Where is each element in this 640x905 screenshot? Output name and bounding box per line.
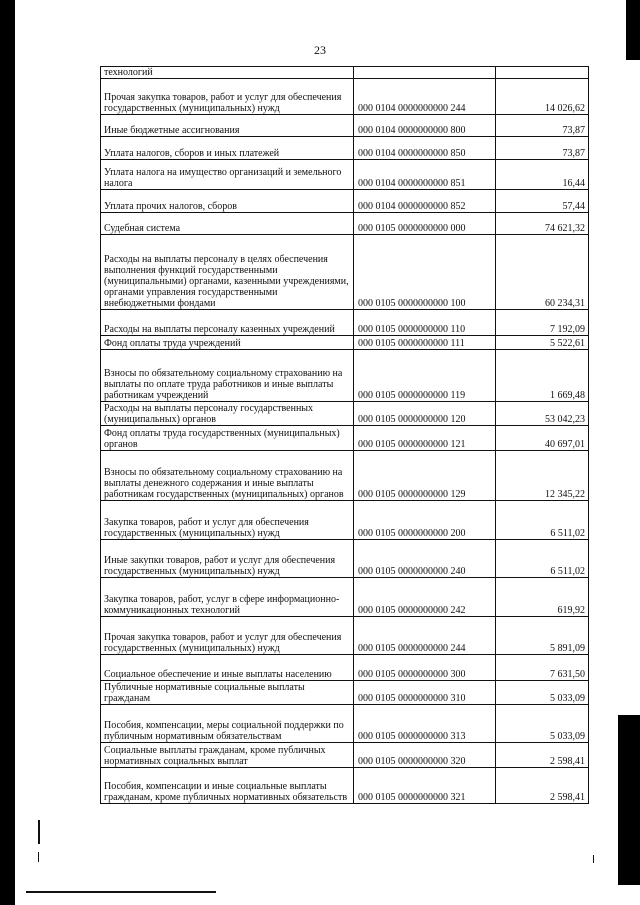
row-code: 000 0104 0000000000 244 [354, 79, 496, 115]
row-code: 000 0104 0000000000 851 [354, 160, 496, 190]
row-name: Социальное обеспечение и иные выплаты населению [101, 655, 354, 681]
table-row [101, 67, 589, 79]
row-sum: 2 598,41 [496, 743, 589, 768]
table-row [101, 336, 589, 350]
row-name: Расходы на выплаты персоналу государственных (муниципальных) органов [101, 402, 354, 426]
table-row [101, 705, 589, 743]
row-sum: 5 033,09 [496, 705, 589, 743]
row-code: 000 0105 0000000000 120 [354, 402, 496, 426]
row-name: Фонд оплаты труда учреждений [101, 336, 354, 350]
table-row [101, 681, 589, 705]
row-code [354, 67, 496, 79]
table-row [101, 501, 589, 540]
row-name: Взносы по обязательному социальному страхованию на выплаты по оплате труда работников и иные выплаты работникам учреждений [101, 350, 354, 402]
row-sum: 14 026,62 [496, 79, 589, 115]
table-row [101, 310, 589, 336]
row-name: Судебная система [101, 213, 354, 235]
table-row [101, 79, 589, 115]
row-name: Прочая закупка товаров, работ и услуг для обеспечения государственных (муниципальных) нужд [101, 79, 354, 115]
row-code: 000 0105 0000000000 200 [354, 501, 496, 540]
row-name: Иные бюджетные ассигнования [101, 115, 354, 137]
row-name: Пособия, компенсации и иные социальные выплаты гражданам, кроме публичных нормативных обязательств [101, 768, 354, 804]
row-sum: 73,87 [496, 115, 589, 137]
scan-margin-left [0, 0, 15, 905]
row-code: 000 0105 0000000000 242 [354, 578, 496, 617]
row-sum: 5 891,09 [496, 617, 589, 655]
row-sum: 6 511,02 [496, 501, 589, 540]
row-sum [496, 67, 589, 79]
table-row [101, 402, 589, 426]
row-name: Расходы на выплаты персоналу казенных учреждений [101, 310, 354, 336]
row-sum: 73,87 [496, 137, 589, 160]
row-code: 000 0105 0000000000 129 [354, 451, 496, 501]
row-code: 000 0104 0000000000 800 [354, 115, 496, 137]
table-row [101, 655, 589, 681]
row-name: Закупка товаров, работ и услуг для обеспечения государственных (муниципальных) нужд [101, 501, 354, 540]
row-name: Уплата налога на имущество организаций и земельного налога [101, 160, 354, 190]
row-code: 000 0105 0000000000 300 [354, 655, 496, 681]
row-sum: 40 697,01 [496, 426, 589, 451]
row-name: Взносы по обязательному социальному страхованию на выплаты денежного содержания и иные выплаты работникам государственных (муниципальных) органов [101, 451, 354, 501]
table-row [101, 213, 589, 235]
table-row [101, 160, 589, 190]
budget-table [100, 66, 589, 804]
table-row [101, 451, 589, 501]
table-row [101, 743, 589, 768]
row-sum: 7 631,50 [496, 655, 589, 681]
row-sum: 1 669,48 [496, 350, 589, 402]
scan-margin-right-bottom [618, 715, 640, 885]
scan-artifact-line [26, 891, 216, 893]
row-sum: 16,44 [496, 160, 589, 190]
row-code: 000 0105 0000000000 313 [354, 705, 496, 743]
row-code: 000 0105 0000000000 310 [354, 681, 496, 705]
row-name: Расходы на выплаты персоналу в целях обеспечения выполнения функций государственными (муниципальными) органами, казенными учреждениями, органами управления государственными внебюджетными фондами [101, 235, 354, 310]
page-number: 23 [314, 43, 326, 57]
row-name: Фонд оплаты труда государственных (муниципальных) органов [101, 426, 354, 451]
row-name: Уплата прочих налогов, сборов [101, 190, 354, 213]
table-row [101, 578, 589, 617]
row-code: 000 0105 0000000000 240 [354, 540, 496, 578]
table-row [101, 235, 589, 310]
row-code: 000 0105 0000000000 119 [354, 350, 496, 402]
table-row [101, 350, 589, 402]
row-code: 000 0105 0000000000 121 [354, 426, 496, 451]
row-sum: 6 511,02 [496, 540, 589, 578]
table-row [101, 137, 589, 160]
row-name: Публичные нормативные социальные выплаты гражданам [101, 681, 354, 705]
table-row [101, 768, 589, 804]
row-code: 000 0105 0000000000 000 [354, 213, 496, 235]
row-sum: 2 598,41 [496, 768, 589, 804]
scan-artifact-mark [38, 820, 40, 844]
row-code: 000 0105 0000000000 321 [354, 768, 496, 804]
row-sum: 57,44 [496, 190, 589, 213]
row-code: 000 0104 0000000000 852 [354, 190, 496, 213]
row-name: Иные закупки товаров, работ и услуг для обеспечения государственных (муниципальных) нужд [101, 540, 354, 578]
table-row [101, 115, 589, 137]
row-code: 000 0104 0000000000 850 [354, 137, 496, 160]
row-sum: 12 345,22 [496, 451, 589, 501]
table-row [101, 540, 589, 578]
row-name: Прочая закупка товаров, работ и услуг для обеспечения государственных (муниципальных) нужд [101, 617, 354, 655]
row-sum: 60 234,31 [496, 235, 589, 310]
table-row [101, 617, 589, 655]
row-name: Пособия, компенсации, меры социальной поддержки по публичным нормативным обязательствам [101, 705, 354, 743]
row-sum: 53 042,23 [496, 402, 589, 426]
row-code: 000 0105 0000000000 111 [354, 336, 496, 350]
row-sum: 7 192,09 [496, 310, 589, 336]
row-name: Уплата налогов, сборов и иных платежей [101, 137, 354, 160]
table-row [101, 426, 589, 451]
row-name: технологий [101, 67, 354, 79]
scan-artifact-mark [593, 855, 594, 863]
row-code: 000 0105 0000000000 244 [354, 617, 496, 655]
row-name: Социальные выплаты гражданам, кроме публичных нормативных социальных выплат [101, 743, 354, 768]
row-code: 000 0105 0000000000 320 [354, 743, 496, 768]
row-name: Закупка товаров, работ, услуг в сфере информационно-коммуникационных технологий [101, 578, 354, 617]
row-sum: 74 621,32 [496, 213, 589, 235]
table-row [101, 190, 589, 213]
scan-artifact-mark [38, 852, 39, 862]
row-sum: 5 522,61 [496, 336, 589, 350]
row-sum: 5 033,09 [496, 681, 589, 705]
row-code: 000 0105 0000000000 100 [354, 235, 496, 310]
row-sum: 619,92 [496, 578, 589, 617]
row-code: 000 0105 0000000000 110 [354, 310, 496, 336]
